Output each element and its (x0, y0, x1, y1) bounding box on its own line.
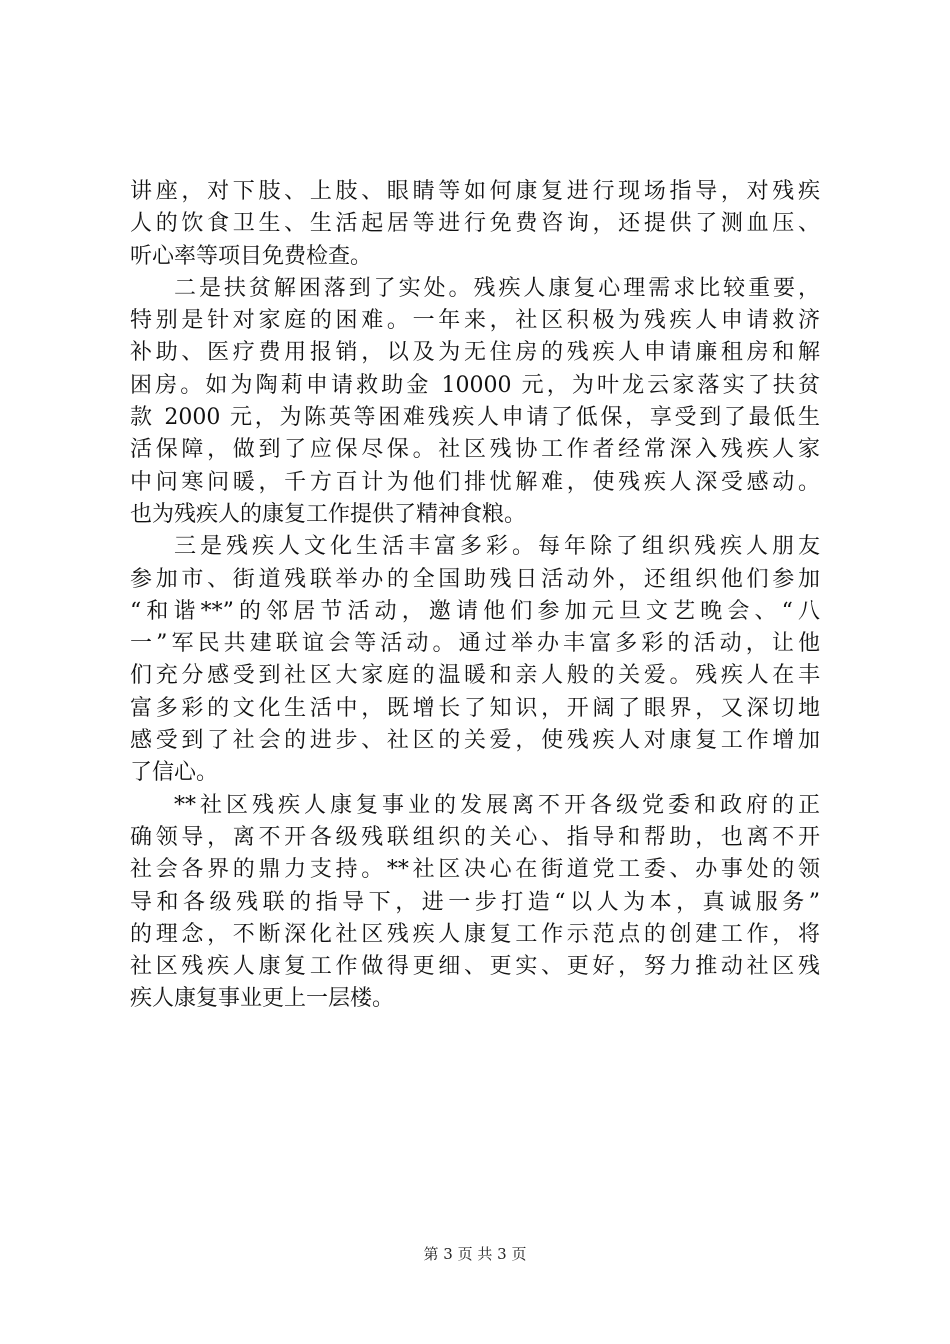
paragraph-line: 讲座，对下肢、上肢、眼睛等如何康复进行现场指导，对残疾 (130, 179, 820, 204)
page-footer: 第 3 页 共 3 页 (423, 1245, 527, 1263)
paragraph-line: 的理念，不断深化社区残疾人康复工作示范点的创建工作，将 (130, 921, 820, 947)
paragraph-line: “和谐**”的邻居节活动，邀请他们参加元旦文艺晚会、“八 (130, 598, 820, 624)
paragraph-line: 了信心。 (130, 760, 219, 786)
paragraph-line: 一”军民共建联谊会等活动。通过举办丰富多彩的活动，让他 (130, 631, 820, 657)
paragraph-line: 活保障，做到了应保尽保。社区残协工作者经常深入残疾人家 (130, 437, 820, 463)
paragraph-line: 听心率等项目免费检查。 (130, 243, 373, 269)
paragraph-line: 也为残疾人的康复工作提供了精神食粮。 (130, 501, 527, 527)
paragraph-line: 困房。如为陶莉申请救助金 10000 元，为叶龙云家落实了扶贫 (130, 372, 820, 398)
paragraph-line: 参加市、街道残联举办的全国助残日活动外，还组织他们参加 (130, 566, 820, 592)
paragraph-line: 们充分感受到社区大家庭的温暖和亲人般的关爱。残疾人在丰 (130, 663, 820, 689)
paragraph-line: 中问寒问暖，千方百计为他们排忧解难，使残疾人深受感动。 (130, 469, 820, 495)
paragraph-line: 三是残疾人文化生活丰富多彩。每年除了组织残疾人朋友 (174, 534, 820, 560)
paragraph-line: 人的饮食卫生、生活起居等进行免费咨询，还提供了测血压、 (130, 211, 820, 237)
paragraph-line: 二是扶贫解困落到了实处。残疾人康复心理需求比较重要， (174, 275, 820, 301)
document-body (130, 176, 820, 1016)
paragraph-line: 富多彩的文化生活中，既增长了知识，开阔了眼界，又深切地 (130, 695, 820, 721)
paragraph-line: **社区残疾人康复事业的发展离不开各级党委和政府的正 (174, 792, 820, 818)
paragraph-line: 感受到了社会的进步、社区的关爱，使残疾人对康复工作增加 (130, 728, 820, 754)
paragraph-line: 补助、医疗费用报销，以及为无住房的残疾人申请廉租房和解 (130, 340, 820, 366)
paragraph-line: 社会各界的鼎力支持。**社区决心在街道党工委、办事处的领 (130, 857, 820, 883)
paragraph-line: 社区残疾人康复工作做得更细、更实、更好，努力推动社区残 (130, 954, 820, 980)
paragraph-line: 款 2000 元，为陈英等困难残疾人申请了低保，享受到了最低生 (130, 405, 820, 431)
paragraph-line: 确领导，离不开各级残联组织的关心、指导和帮助，也离不开 (130, 824, 820, 850)
paragraph-line: 特别是针对家庭的困难。一年来，社区积极为残疾人申请救济 (130, 308, 820, 334)
paragraph-line: 导和各级残联的指导下，进一步打造“以人为本，真诚服务” (130, 889, 820, 915)
paragraph-line: 疾人康复事业更上一层楼。 (130, 986, 395, 1012)
